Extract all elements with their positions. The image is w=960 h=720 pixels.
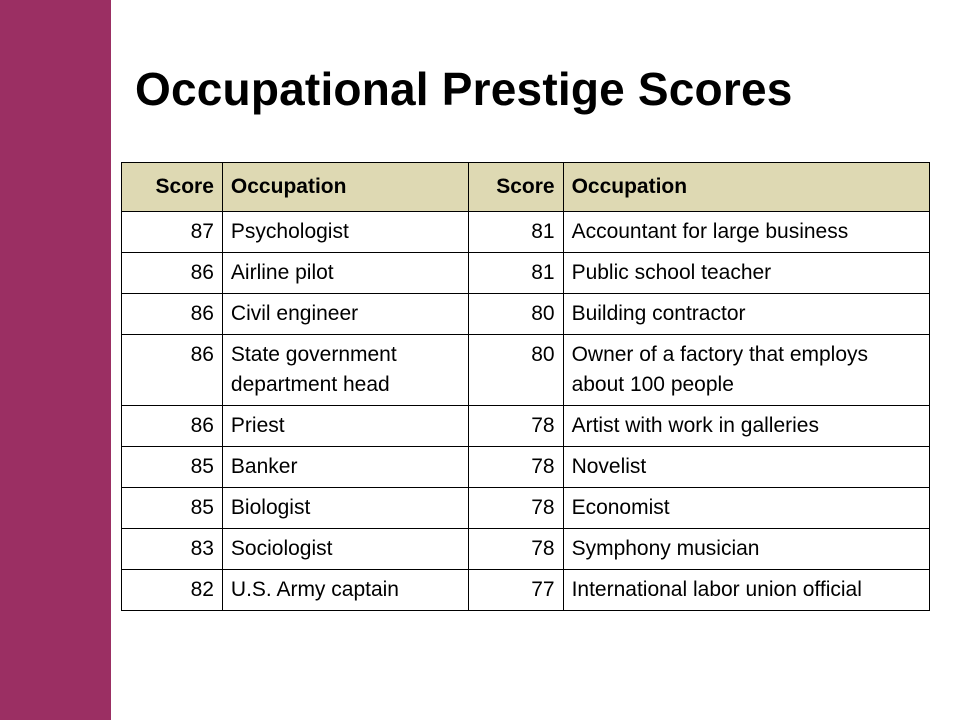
score-cell: 81 [468,253,563,294]
table-row [122,406,930,447]
score-cell: 78 [468,488,563,529]
score-cell: 83 [122,529,223,570]
occupation-cell: Psychologist [222,212,468,253]
table-row [122,570,930,611]
occupation-cell: Owner of a factory that employs about 100 people [563,335,929,406]
occupation-cell: Sociologist [222,529,468,570]
occupation-cell: Artist with work in galleries [563,406,929,447]
score-cell: 86 [122,294,223,335]
score-cell: 87 [122,212,223,253]
prestige-table [121,162,930,611]
table-row [122,212,930,253]
occupation-cell: Banker [222,447,468,488]
score-cell: 80 [468,335,563,406]
header-score-left: Score [122,163,223,212]
table-row [122,447,930,488]
occupation-cell: Building contractor [563,294,929,335]
table-header-row [122,163,930,212]
occupation-cell: Symphony musician [563,529,929,570]
table-row [122,488,930,529]
table-row [122,294,930,335]
score-cell: 78 [468,406,563,447]
occupation-cell: Economist [563,488,929,529]
score-cell: 81 [468,212,563,253]
table-row [122,253,930,294]
score-cell: 78 [468,529,563,570]
score-cell: 77 [468,570,563,611]
occupation-cell: Biologist [222,488,468,529]
occupation-cell: Airline pilot [222,253,468,294]
occupation-cell: U.S. Army captain [222,570,468,611]
table-row [122,335,930,406]
score-cell: 86 [122,253,223,294]
occupation-cell: State government department head [222,335,468,406]
occupation-cell: Novelist [563,447,929,488]
score-cell: 86 [122,335,223,406]
score-cell: 85 [122,488,223,529]
occupation-cell: Accountant for large business [563,212,929,253]
score-cell: 86 [122,406,223,447]
header-occupation-right: Occupation [563,163,929,212]
slide-title: Occupational Prestige Scores [135,63,793,115]
occupation-cell: International labor union official [563,570,929,611]
score-cell: 80 [468,294,563,335]
score-cell: 85 [122,447,223,488]
score-cell: 82 [122,570,223,611]
occupation-cell: Public school teacher [563,253,929,294]
score-cell: 78 [468,447,563,488]
header-occupation-left: Occupation [222,163,468,212]
occupation-cell: Priest [222,406,468,447]
table-row [122,529,930,570]
accent-sidebar [0,0,111,720]
occupation-cell: Civil engineer [222,294,468,335]
header-score-right: Score [468,163,563,212]
